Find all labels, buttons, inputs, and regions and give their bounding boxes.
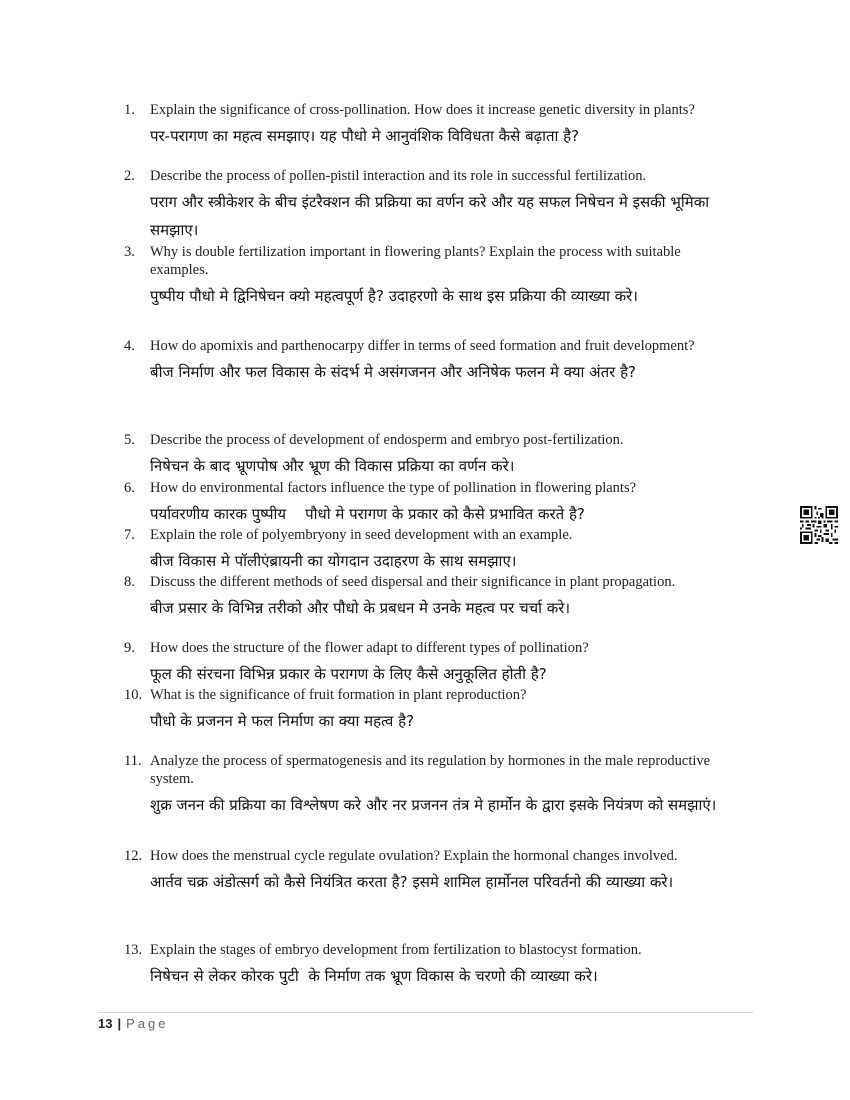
qr-code-image — [800, 506, 838, 544]
question-hindi: बीज विकास मे पॉलीएंब्रायनी का योगदान उदाहरण के साथ समझाए। — [150, 552, 517, 570]
question-number: 13. — [124, 942, 143, 958]
question-hindi: पराग और स्त्रीकेशर के बीच इंटरैक्शन की प्रक्रिया का वर्णन करे और यह सफल निषेचन मे इसकी भूमिका समझाए। — [150, 193, 710, 239]
footer-divider — [98, 1012, 753, 1013]
question-english: Describe the process of pollen-pistil interaction and its role in successful fertilization. — [150, 168, 647, 184]
question-english: Analyze the process of spermatogenesis and its regulation by hormones in the male reproductive system. — [150, 753, 711, 787]
question-item — [124, 686, 734, 735]
question-number: 12. — [124, 848, 143, 864]
question-number: 2. — [124, 168, 135, 184]
question-number: 7. — [124, 527, 135, 543]
question-english: Discuss the different methods of seed dispersal and their significance in plant propagation. — [150, 574, 676, 590]
question-hindi: पुष्पीय पौधो मे द्विनिषेचन क्यो महत्वपूर्ण है? उदाहरणो के साथ इस प्रक्रिया की व्याख्या करे। — [150, 287, 638, 305]
question-hindi: पर्यावरणीय कारक पुष्पीय पौधो मे परागण के प्रकार को कैसे प्रभावित करते है? — [150, 505, 585, 523]
question-english: Explain the significance of cross-pollination. How does it increase genetic diversity in plants? — [150, 102, 695, 118]
question-hindi: पर-परागण का महत्व समझाए। यह पौधो मे आनुवंशिक विविधता कैसे बढ़ाता है? — [150, 127, 580, 145]
question-hindi: आर्तव चक्र अंडोत्सर्ग को कैसे नियंत्रित करता है? इसमे शामिल हार्मोनल परिवर्तनो की व्याख्या करे। — [150, 873, 674, 891]
question-hindi: निषेचन के बाद भ्रूणपोष और भ्रूण की विकास प्रक्रिया का वर्णन करे। — [150, 457, 515, 475]
question-hindi: फूल की संरचना विभिन्न प्रकार के परागण के लिए कैसे अनुकूलित होती है? — [150, 665, 547, 683]
question-number: 11. — [124, 753, 142, 769]
question-item — [124, 431, 734, 480]
question-hindi: बीज प्रसार के विभिन्न तरीको और पौधो के प्रबधन मे उनके महत्व पर चर्चा करे। — [150, 599, 571, 617]
question-item — [124, 243, 734, 310]
question-item — [124, 573, 734, 622]
question-number: 4. — [124, 338, 135, 354]
question-item — [124, 941, 734, 990]
question-item — [124, 479, 734, 528]
question-number: 6. — [124, 480, 135, 496]
page-label: Page — [126, 1016, 169, 1031]
question-item — [124, 847, 734, 896]
question-english: How do environmental factors influence the type of pollination in flowering plants? — [150, 480, 637, 496]
question-item — [124, 101, 734, 150]
question-english: Describe the process of development of endosperm and embryo post-fertilization. — [150, 432, 624, 448]
question-item — [124, 752, 734, 819]
question-english: What is the significance of fruit formation in plant reproduction? — [150, 687, 527, 703]
question-english: How do apomixis and parthenocarpy differ in terms of seed formation and fruit development? — [150, 338, 695, 354]
question-english: How does the structure of the flower adapt to different types of pollination? — [150, 640, 589, 656]
page-footer — [98, 1016, 168, 1032]
question-hindi: पौधो के प्रजनन मे फल निर्माण का क्या महत्व है? — [150, 712, 415, 730]
question-number: 1. — [124, 102, 135, 118]
question-number: 5. — [124, 432, 135, 448]
question-hindi: निषेचन से लेकर कोरक पुटी के निर्माण तक भ्रूण विकास के चरणो की व्याख्या करे। — [150, 967, 598, 985]
question-item — [124, 639, 734, 688]
footer-separator: | — [117, 1016, 122, 1031]
question-number: 8. — [124, 574, 135, 590]
question-english: Explain the role of polyembryony in seed development with an example. — [150, 527, 573, 543]
question-hindi: बीज निर्माण और फल विकास के संदर्भ मे असंगजनन और अनिषेक फलन मे क्या अंतर है? — [150, 363, 637, 381]
page-number: 13 — [98, 1016, 113, 1031]
question-item — [124, 337, 734, 386]
question-number: 9. — [124, 640, 135, 656]
question-item — [124, 526, 734, 575]
question-english: Why is double fertilization important in flowering plants? Explain the process with suitable examples. — [150, 244, 681, 278]
question-english: Explain the stages of embryo development from fertilization to blastocyst formation. — [150, 942, 642, 958]
question-english: How does the menstrual cycle regulate ovulation? Explain the hormonal changes involved. — [150, 848, 678, 864]
question-number: 10. — [124, 687, 143, 703]
question-hindi: शुक्र जनन की प्रक्रिया का विश्लेषण करे और नर प्रजनन तंत्र मे हार्मोन के द्वारा इसके नियंत्रण को समझाएं। — [150, 796, 717, 814]
question-item — [124, 167, 734, 244]
question-number: 3. — [124, 244, 135, 260]
